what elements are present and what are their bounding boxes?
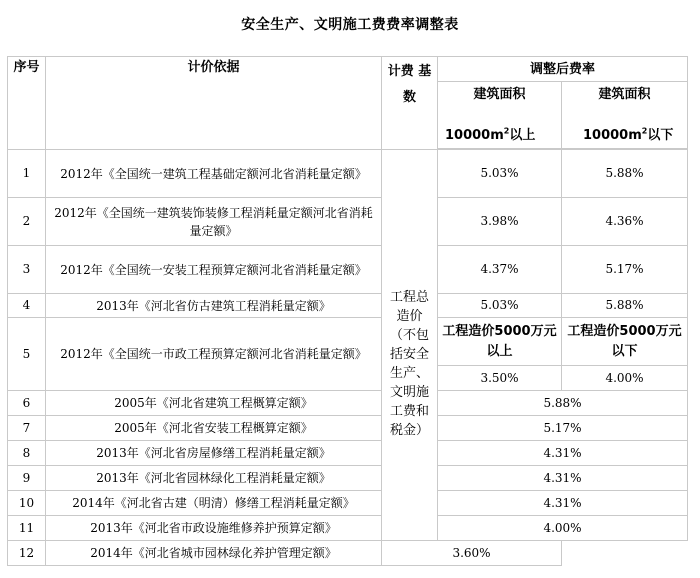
table-row bbox=[8, 466, 688, 491]
page-title: 安全生产、文明施工费费率调整表 bbox=[241, 17, 459, 33]
header-area-above bbox=[438, 82, 562, 149]
row-number: 7 bbox=[8, 416, 46, 441]
rate-above: 4.37% bbox=[438, 246, 562, 294]
row-basis: 2012年《全国统一建筑装饰装修工程消耗量定额河北省消耗量定额》 bbox=[46, 198, 382, 246]
table-row bbox=[8, 198, 688, 246]
row-number: 10 bbox=[8, 491, 46, 516]
table-row bbox=[8, 541, 688, 566]
table-row bbox=[8, 416, 688, 441]
row-basis: 2013年《河北省仿古建筑工程消耗量定额》 bbox=[46, 294, 382, 318]
rate-merged: 4.31% bbox=[438, 491, 688, 516]
rate-above: 5.03% bbox=[438, 150, 562, 198]
table-row bbox=[8, 516, 688, 541]
row-number: 1 bbox=[8, 150, 46, 198]
table-row bbox=[8, 391, 688, 416]
row-basis: 2014年《河北省城市园林绿化养护管理定额》 bbox=[46, 541, 382, 566]
row-basis: 2013年《河北省房屋修缮工程消耗量定额》 bbox=[46, 441, 382, 466]
row-basis: 2013年《河北省园林绿化工程消耗量定额》 bbox=[46, 466, 382, 491]
table-row bbox=[8, 294, 688, 318]
row-number: 9 bbox=[8, 466, 46, 491]
area-value: 10000m bbox=[445, 128, 504, 143]
calc-basis-text: 工程总造价（不包括安全生产、文明施工费和税金） bbox=[382, 150, 438, 541]
row-basis: 2014年《河北省古建（明清）修缮工程消耗量定额》 bbox=[46, 491, 382, 516]
rate-merged: 5.88% bbox=[438, 391, 688, 416]
rate-merged: 4.31% bbox=[438, 466, 688, 491]
area-threshold-below bbox=[565, 127, 684, 144]
row-number: 11 bbox=[8, 516, 46, 541]
row-number: 4 bbox=[8, 294, 46, 318]
row-number: 12 bbox=[8, 541, 46, 566]
row-basis: 2012年《全国统一市政工程预算定额河北省消耗量定额》 bbox=[46, 318, 382, 391]
row-number: 3 bbox=[8, 246, 46, 294]
area-qualifier: 以下 bbox=[647, 128, 674, 143]
rate-above: 5.03% bbox=[438, 294, 562, 318]
table-row bbox=[8, 150, 688, 198]
rate-merged: 4.31% bbox=[438, 441, 688, 466]
header-adjusted-rate: 调整后费率 bbox=[438, 57, 688, 82]
header-basis: 计价依据 bbox=[46, 57, 382, 150]
row-number: 6 bbox=[8, 391, 46, 416]
rate-merged: 3.60% bbox=[382, 541, 562, 566]
row-basis: 2005年《河北省安装工程概算定额》 bbox=[46, 416, 382, 441]
rate-below: 5.88% bbox=[562, 294, 688, 318]
row-basis: 2012年《全国统一安装工程预算定额河北省消耗量定额》 bbox=[46, 246, 382, 294]
area-value: 10000m bbox=[583, 128, 642, 143]
header-seq: 序号 bbox=[8, 57, 46, 150]
rate-table bbox=[7, 56, 688, 566]
row-number: 8 bbox=[8, 441, 46, 466]
area-qualifier: 以上 bbox=[509, 128, 536, 143]
row-number: 5 bbox=[8, 318, 46, 391]
cost-header-below: 工程造价5000万元以下 bbox=[562, 318, 688, 366]
header-area-below bbox=[562, 82, 688, 149]
rate-merged: 5.17% bbox=[438, 416, 688, 441]
rate-merged: 4.00% bbox=[438, 516, 688, 541]
area-threshold-above bbox=[441, 127, 558, 144]
rate-above: 3.50% bbox=[438, 366, 562, 391]
cost-header-above: 工程造价5000万元以上 bbox=[438, 318, 562, 366]
area-label-below: 建筑面积 bbox=[598, 87, 651, 102]
area-unit-sup: 2 bbox=[641, 126, 648, 136]
row-basis: 2012年《全国统一建筑工程基础定额河北省消耗量定额》 bbox=[46, 150, 382, 198]
rate-above: 3.98% bbox=[438, 198, 562, 246]
rate-below: 5.88% bbox=[562, 150, 688, 198]
rate-below: 4.00% bbox=[562, 366, 688, 391]
row-basis: 2013年《河北省市政设施维修养护预算定额》 bbox=[46, 516, 382, 541]
table-row bbox=[8, 491, 688, 516]
table-row bbox=[8, 246, 688, 294]
table-row bbox=[8, 318, 688, 366]
area-unit-sup: 2 bbox=[503, 126, 510, 136]
rate-below: 5.17% bbox=[562, 246, 688, 294]
area-label-above: 建筑面积 bbox=[473, 87, 526, 102]
row-basis: 2005年《河北省建筑工程概算定额》 bbox=[46, 391, 382, 416]
rate-below: 4.36% bbox=[562, 198, 688, 246]
row-number: 2 bbox=[8, 198, 46, 246]
header-row bbox=[8, 57, 688, 82]
header-calc-basis: 计费 基数 bbox=[382, 57, 438, 150]
table-row bbox=[8, 441, 688, 466]
